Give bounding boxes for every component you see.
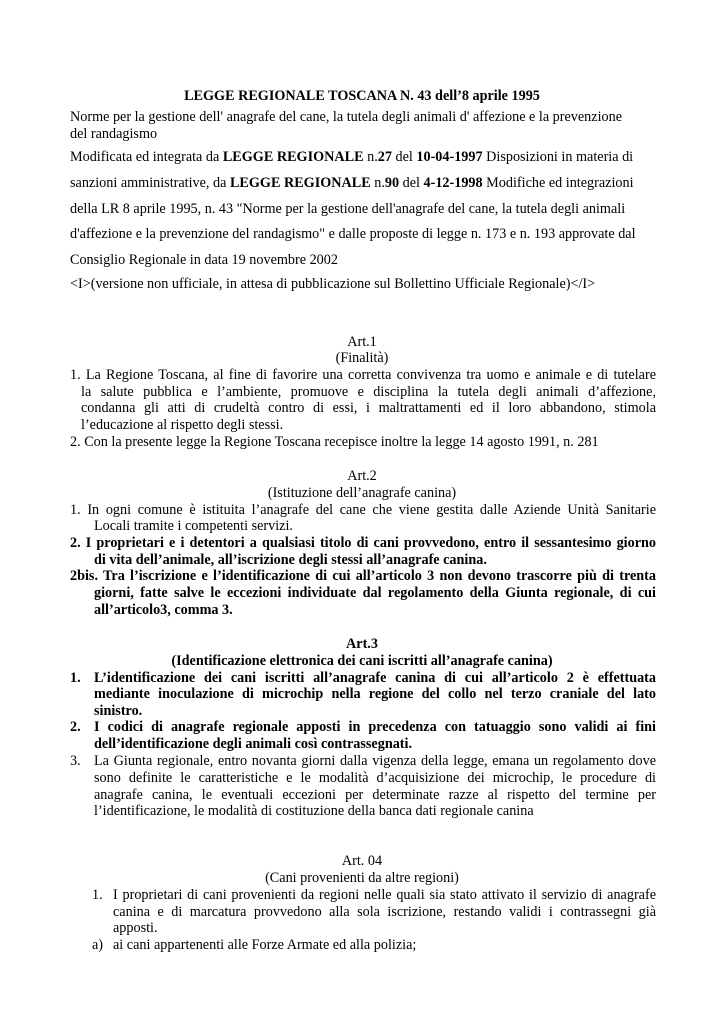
article-heading: Art.1 [347,334,377,350]
paragraph-line: L’identificazione dei cani iscritti all’anagrafe canina di cui all’articolo 2 è effettuata [94,670,656,686]
text-run: Disposizioni in materia di [482,149,634,165]
paragraph-line: 1. In ogni comune è istituita l’anagrafe del cane che viene gestita dalle Aziende Unità Sanitarie [70,502,656,518]
article-heading: Art.3 [346,636,378,652]
text-run: LEGGE REGIONALE [222,149,364,165]
text-run: 90 [384,175,400,191]
list-number: 3. [70,753,81,769]
text-run: Modifiche ed integrazioni [482,175,634,191]
paragraph-line: mediante inoculazione di microchip nella regione del collo nel terzo craniale del lato [94,686,656,702]
paragraph-line: la salute pubblica e l’ambiente, promuove e disciplina la tutela degli animali d’affezione, [81,384,656,400]
article-heading: Art. 04 [341,853,383,869]
text-run: sanzioni amministrative, da [70,175,230,191]
text-run: del [391,149,417,165]
text-run: LEGGE REGIONALE [229,175,371,191]
paragraph-line: l’identificazione, le modalità di costituzione della banca dati regionale canina [94,803,534,819]
text-run: n. [363,149,378,165]
paragraph-line: I proprietari di cani provenienti da regioni nelle quali sia stato attivato il servizio di anagrafe [113,887,656,903]
modification-line: d'affezione e la prevenzione del randagismo" e dalle proposte di legge n. 173 e n. 193 approvate dal [70,226,636,242]
article-subheading: (Cani provenienti da altre regioni) [265,870,459,886]
article-subheading: (Identificazione elettronica dei cani iscritti all’anagrafe canina) [171,653,553,669]
law-subtitle-line: Norme per la gestione dell' anagrafe del cane, la tutela degli animali d' affezione e la prevenzione [70,109,622,125]
paragraph-line: 1. La Regione Toscana, al fine di favorire una corretta convivenza tra uomo e animale e di tutelare [70,367,656,383]
article-heading: Art.2 [347,468,377,484]
paragraph-line: condanna gli atti di crudeltà contro di essi, i maltrattamenti ed il loro abbandono, stimola [81,400,656,416]
paragraph-line: di vita dell’animale, all’iscrizione degli stessi all’anagrafe canina. [94,552,487,568]
law-subtitle-line: del randagismo [70,126,158,142]
law-title: LEGGE REGIONALE TOSCANA N. 43 dell’8 aprile 1995 [184,88,540,104]
text-run: Modificata ed integrata da [70,149,223,165]
text-run: del [399,175,424,191]
paragraph-line: Locali tramite i competenti servizi. [94,518,293,534]
paragraph-line: sinistro. [94,703,143,719]
paragraph-line: ai cani appartenenti alle Forze Armate ed alla polizia; [113,937,417,953]
paragraph-line: I codici di anagrafe regionale apposti in precedenza con tatuaggio sono validi ai fini [94,719,656,735]
paragraph-line: La Giunta regionale, entro novanta giorni dalla vigenza della legge, emana un regolamento dove [94,753,656,769]
text-run: 4-12-1998 [423,175,483,191]
list-number: 2. [70,719,81,735]
paragraph-line: canina e di marcatura provvedono alla sola iscrizione, restando validi i contrassegni già [113,904,656,920]
list-number: 1. [70,670,81,686]
unofficial-note: <I>(versione non ufficiale, in attesa di pubblicazione sul Bollettino Ufficiale Regionale)</I> [70,276,596,292]
list-number: 1. [92,887,103,903]
text-run: 27 [377,149,392,165]
article-subheading: (Istituzione dell’anagrafe canina) [267,485,457,501]
paragraph-line: sono definite le caratteristiche e le modalità d’acquisizione dei microchip, le procedure di [94,770,656,786]
paragraph-line: 2. I proprietari e i detentori a qualsiasi titolo di cani provvedono, entro il sessantesimo giorno [70,535,656,551]
modification-line: della LR 8 aprile 1995, n. 43 "Norme per la gestione dell'anagrafe del cane, la tutela degli animali [70,201,626,217]
article-subheading: (Finalità) [335,350,389,366]
paragraph-line: l’educazione al rispetto degli stessi. [81,417,284,433]
modification-line: Consiglio Regionale in data 19 novembre 2002 [70,252,338,268]
modification-line [70,175,634,192]
text-run: 10-04-1997 [416,149,483,165]
paragraph-line: all’articolo3, comma 3. [94,602,233,618]
modification-line [70,149,633,166]
paragraph-line: apposti. [113,920,158,936]
paragraph-line: dell’identificazione degli animali così contrassegnati. [94,736,413,752]
text-run: n. [370,175,385,191]
paragraph-line: 2bis. Tra l’iscrizione e l’identificazione di cui all’articolo 3 non devono trascorre più di trenta [70,568,656,584]
list-letter: a) [92,937,104,953]
paragraph-line: 2. Con la presente legge la Regione Toscana recepisce inoltre la legge 14 agosto 1991, n. 281 [70,434,599,450]
paragraph-line: anagrafe canina, le eventuali eccezioni per determinate razze al rispetto del termine per [94,787,656,803]
paragraph-line: giorni, fatte salve le eccezioni individuate dal regolamento della Giunta regionale, di cui [94,585,656,601]
